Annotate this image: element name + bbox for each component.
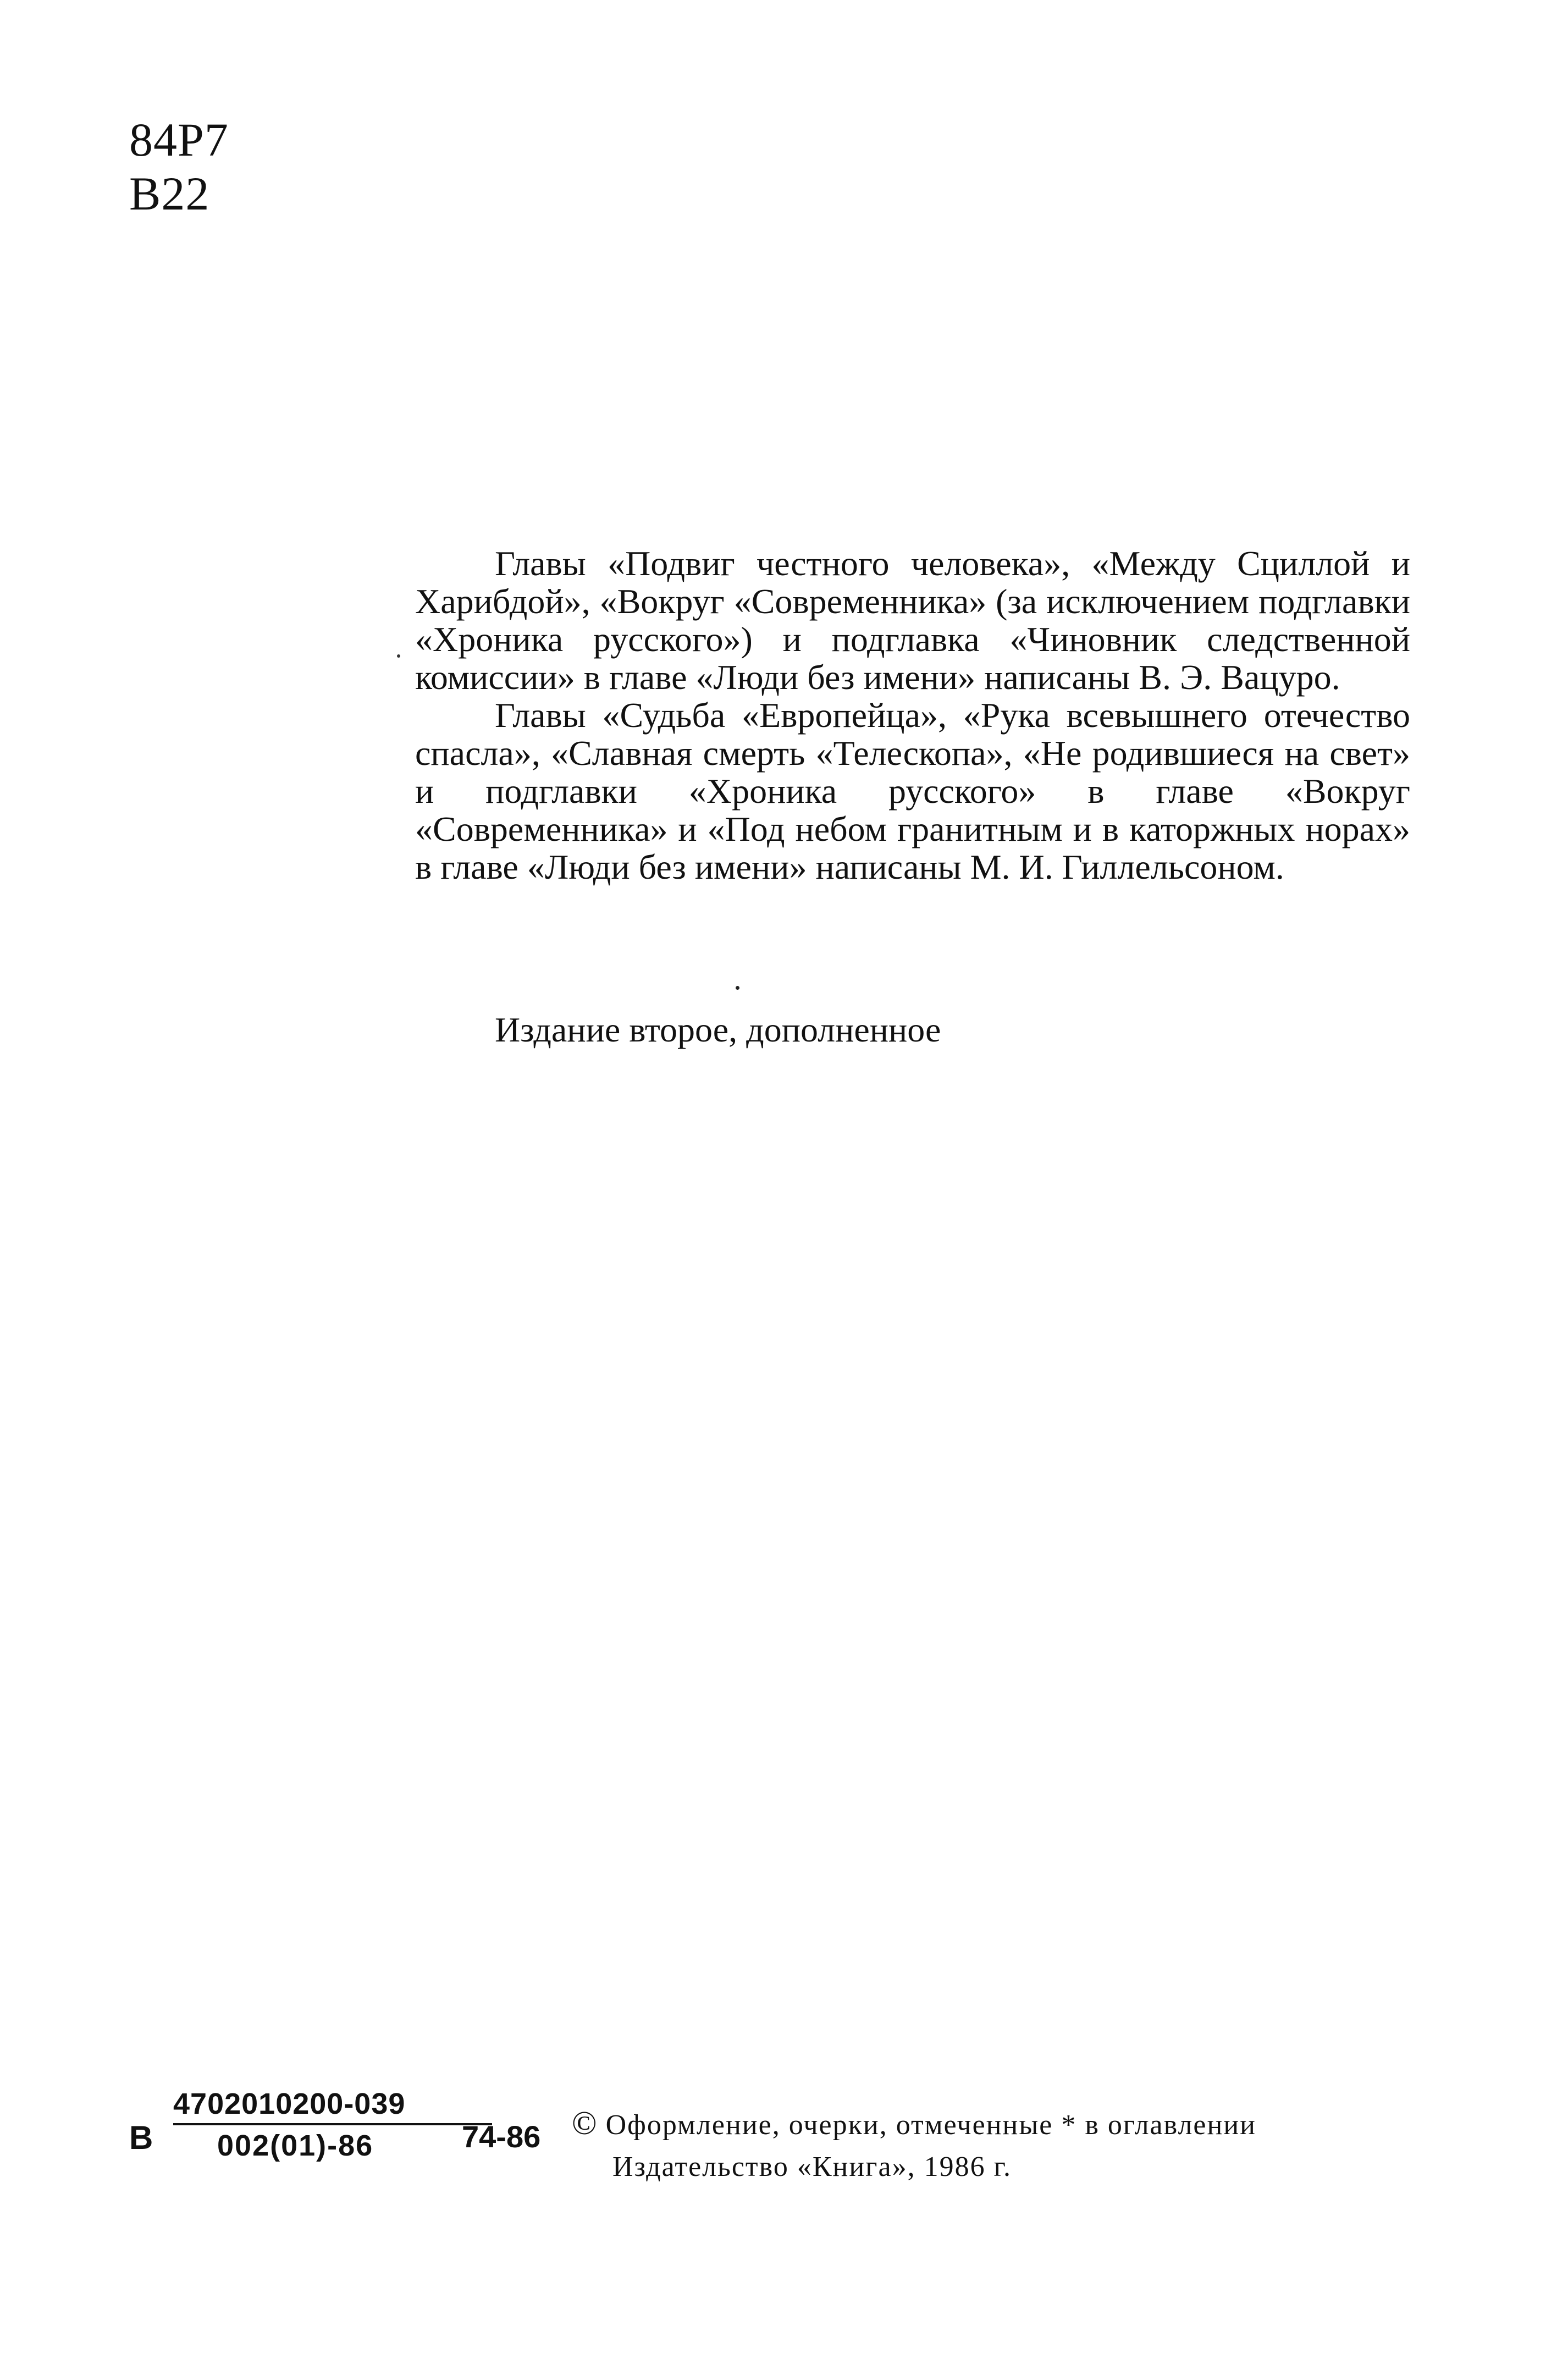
imprint-numerator: 4702010200-039 bbox=[173, 2087, 406, 2120]
margin-speck bbox=[397, 654, 400, 658]
copyright-line-1: Оформление, очерки, отмеченные * в оглавлении bbox=[605, 2109, 1256, 2141]
copyright-line-2: Издательство «Книга», 1986 г. bbox=[612, 2151, 1012, 2182]
credits-paragraph-gillelson: Главы «Судьба «Европейца», «Рука всевышнего отечество спасла», «Славная смерть «Телескопа», «Не родившиеся на свет» и подглавки «Хроника русского» в главе «Вокруг «Современника» и «Под небом гранитным и в каторжных норах» в главе «Люди без имени» написаны М. И. Гиллельсоном. bbox=[415, 696, 1410, 886]
copyright-icon: © bbox=[572, 2105, 598, 2141]
bbk-code: 84Р7 bbox=[129, 113, 229, 166]
copyright-notice bbox=[572, 2102, 1256, 2188]
fraction-rule bbox=[173, 2123, 492, 2125]
imprint-letter: В bbox=[129, 2119, 153, 2156]
authorship-note bbox=[415, 544, 1410, 886]
separator-dot bbox=[736, 986, 739, 990]
imprint-denominator: 002(01)-86 bbox=[217, 2129, 374, 2162]
credits-paragraph-vatsuro: Главы «Подвиг честного человека», «Между Сциллой и Харибдой», «Вокруг «Современника» (за исключением подглавки «Хроника русского») и подглавка «Чиновник следственной комиссии» в главе «Люди без имени» написаны В. Э. Вацуро. bbox=[415, 544, 1410, 697]
edition-statement: Издание второе, дополненное bbox=[495, 1010, 941, 1049]
author-mark: В22 bbox=[129, 167, 210, 220]
imprint-block bbox=[129, 2087, 1449, 2197]
bbk-index bbox=[129, 113, 229, 221]
imprint-code: 74-86 bbox=[462, 2119, 541, 2154]
